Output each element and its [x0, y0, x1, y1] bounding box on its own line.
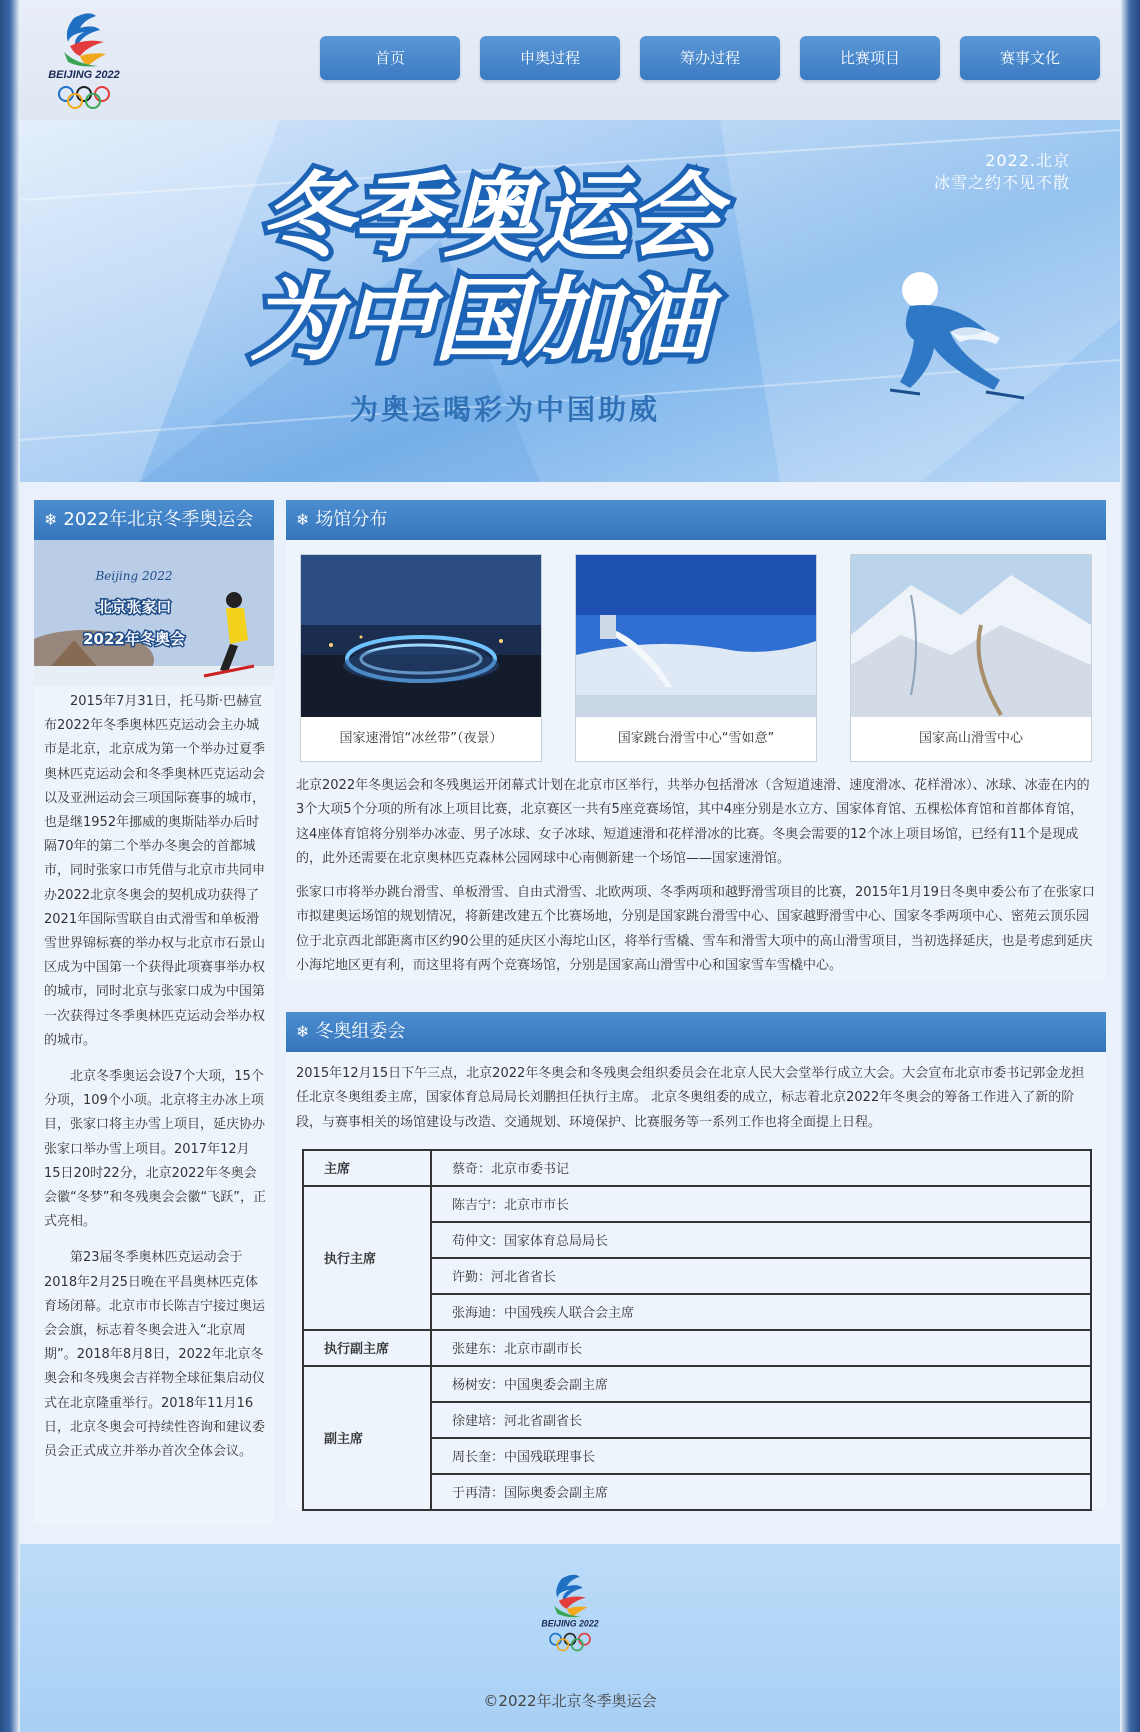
- footer-logo[interactable]: [530, 1564, 610, 1660]
- venue-image: [851, 555, 1091, 717]
- sidebar-header: [34, 500, 274, 540]
- sidebar-text: [34, 686, 274, 1464]
- role-cell: 执行主席: [303, 1186, 431, 1330]
- page: [20, 0, 1120, 1732]
- org-members-table: [302, 1149, 1092, 1511]
- snowflake-icon: ❄: [296, 1022, 310, 1041]
- member-cell: 许勤：河北省省长: [431, 1258, 1091, 1294]
- nav-home[interactable]: 首页: [320, 36, 460, 80]
- banner-slogan-line1: 2022.北京: [985, 151, 1070, 170]
- sidebar: [34, 500, 274, 1525]
- venues-section: [286, 500, 1106, 982]
- org-committee-section: [286, 1012, 1106, 1510]
- venue-card-ski-jump[interactable]: [575, 554, 817, 762]
- member-cell: 陈吉宁：北京市市长: [431, 1186, 1091, 1222]
- org-header: [286, 1012, 1106, 1052]
- venue-card-alpine[interactable]: [850, 554, 1092, 762]
- venue-caption: 国家跳台滑雪中心“雪如意”: [617, 731, 775, 746]
- venue-cards: [300, 554, 1106, 764]
- poster-caption-line2: 2022年冬奥会: [83, 630, 185, 648]
- ski-poster-art: [34, 540, 274, 686]
- member-cell: 徐建培：河北省副省长: [431, 1402, 1091, 1438]
- role-cell: 主席: [303, 1150, 431, 1186]
- footer-copyright: ©2022年北京冬季奥运会: [483, 1692, 657, 1710]
- sidebar-paragraph: 北京冬季奥运会设7个大项，15个分项，109个小项。北京将主办冰上项目，张家口将主办雪上项目，延庆协办张家口举办雪上项目。2017年12月15日20时22分，北京2022年冬奥会会徽“冬梦”和冬残奥会会徽“飞跃”，正式亮相。: [44, 1069, 266, 1230]
- logo-text: BEIJING 2022: [48, 69, 120, 81]
- poster-caption-line1: 北京张家口: [96, 598, 172, 616]
- member-cell: 周长奎：中国残联理事长: [431, 1438, 1091, 1474]
- venues-paragraph: 张家口市将举办跳台滑雪、单板滑雪、自由式滑雪、北欧两项、冬季两项和越野滑雪项目的比赛，2015年1月19日冬奥申委公布了在张家口市拟建奥运场馆的规划情况，将新建改建五个比赛场地，分别是国家跳台滑雪中心、国家越野滑雪中心、国家冬季两项中心、密苑云顶乐园 位于北京西北部距离市区约90公里的延庆区小海坨山区，将举行雪橇、雪车和滑雪大项中的高山滑雪项目，当初选择延庆，也是考虑到延庆小海坨地区更有利，而这里将有两个竞赛场馆，分别是国家高山滑雪中心和国家雪车雪橇中心。: [296, 885, 1095, 974]
- main-nav: [320, 36, 1110, 80]
- nav-events[interactable]: 比赛项目: [800, 36, 940, 80]
- venue-card-speed-skating[interactable]: [300, 554, 542, 762]
- banner-title-line2: 为中国加油: [249, 267, 711, 374]
- banner-slogan-line2: 冰雪之约不见不散: [933, 173, 1070, 192]
- banner-subtitle: 为奥运喝彩为中国助威: [350, 393, 661, 426]
- nav-preparation[interactable]: 筹办过程: [640, 36, 780, 80]
- footer-logo-text: BEIJING 2022: [541, 1618, 599, 1629]
- sidebar-paragraph: 第23届冬季奥林匹克运动会于2018年2月25日晚在平昌奥林匹克体育场闭幕。北京市市长陈吉宁接过奥运会会旗，标志着冬奥会进入“北京周期”。2018年8月8日，2022年北京冬奥会和冬残奥会吉祥物全球征集启动仪式在北京隆重举行。2018年11月16日，北京冬奥会可持续性咨询和建议委员会正式成立并举办首次全体会议。: [44, 1250, 266, 1460]
- table-row: [303, 1330, 1091, 1366]
- banner-title-line1: 冬季奥运会: [259, 163, 721, 270]
- role-cell: 副主席: [303, 1366, 431, 1510]
- member-cell: 张海迪：中国残疾人联合会主席: [431, 1294, 1091, 1330]
- banner-slogan: [934, 150, 1070, 194]
- venues-header: [286, 500, 1106, 540]
- venue-image: [576, 555, 816, 717]
- sidebar-title: 2022年北京冬季奥运会: [63, 509, 254, 530]
- snowflake-icon: ❄: [296, 510, 310, 529]
- snowflake-icon: ❄: [44, 510, 58, 529]
- member-cell: 杨树安：中国奥委会副主席: [431, 1366, 1091, 1402]
- beijing-2022-logo[interactable]: [34, 8, 134, 112]
- header: [20, 0, 1120, 120]
- member-cell: 张建东：北京市副市长: [431, 1330, 1091, 1366]
- venues-paragraph: 北京2022年冬奥运会和冬残奥运开闭幕式计划在北京市区举行，共举办包括滑冰（含短道速滑、速度滑冰、花样滑冰）、冰球、冰壶在内的3个大项5个分项的所有冰上项目比赛，北京赛区一共有5座竞赛场馆，其中4座分别是水立方、国家体育馆、五棵松体育馆和首都体育馆，这4座体育馆将分别举办冰壶、男子冰球、女子冰球、短道速滑和花样滑冰的比赛。冬奥会需要的12个冰上项目场馆，已经有11个是现成的，此外还需要在北京奥林匹克森林公园网球中心南侧新建一个场馆——国家速滑馆。: [296, 778, 1090, 866]
- venue-caption: 国家速滑馆“冰丝带”（夜景）: [339, 731, 503, 746]
- hero-banner: [20, 120, 1120, 482]
- org-title: 冬奥组委会: [315, 1021, 406, 1042]
- role-cell: 执行副主席: [303, 1330, 431, 1366]
- member-cell: 苟仲文：国家体育总局局长: [431, 1222, 1091, 1258]
- venues-title: 场馆分布: [315, 509, 388, 530]
- table-row: [303, 1366, 1091, 1402]
- org-paragraph: 2015年12月15日下午三点，北京2022年冬奥会和冬残奥会组织委员会在北京人民大会堂举行成立大会。大会宣布北京市委书记郭金龙担任北京冬奥组委主席，国家体育总局局长刘鹏担任执行主席。 北京冬奥组委的成立，标志着北京2022年冬奥会的筹备工作进入了新的阶段，与赛事相关的场馆建设与改造、交通规划、环境保护、比赛服务等一系列工作也将全面提上日程。: [296, 1066, 1085, 1130]
- sidebar-paragraph: 2015年7月31日，托马斯·巴赫宣布2022年冬季奥林匹克运动会主办城市是北京，北京成为第一个举办过夏季奥林匹克运动会和冬季奥林匹克运动会以及亚洲运动会三项国际赛事的城市，也是继1952年挪威的奥斯陆举办后时隔70年的第二个举办冬奥会的首都城市，同时张家口市凭借与北京市共同申办2022北京冬奥会的契机成功获得了2021年国际雪联自由式滑雪和单板滑雪世界锦标赛的举办权与北京市石景山区成为中国第一个获得此项赛事举办权的城市，同时北京与张家口成为中国第一次获得过冬季奥林匹克运动会举办权的城市。: [44, 694, 266, 1048]
- table-row: [303, 1150, 1091, 1186]
- table-row: [303, 1186, 1091, 1222]
- sidebar-image: [34, 540, 274, 686]
- beijing-2022-emblem-icon: [530, 1564, 610, 1660]
- venue-image: [301, 555, 541, 717]
- member-cell: 于再清：国际奥委会副主席: [431, 1474, 1091, 1510]
- member-cell: 蔡奇：北京市委书记: [431, 1150, 1091, 1186]
- beijing-2022-emblem-icon: [34, 8, 134, 112]
- venue-caption: 国家高山滑雪中心: [918, 731, 1023, 746]
- nav-bid-process[interactable]: 申奥过程: [480, 36, 620, 80]
- poster-logo-text: Beijing 2022: [95, 569, 173, 583]
- nav-culture[interactable]: 赛事文化: [960, 36, 1100, 80]
- footer: [20, 1544, 1120, 1732]
